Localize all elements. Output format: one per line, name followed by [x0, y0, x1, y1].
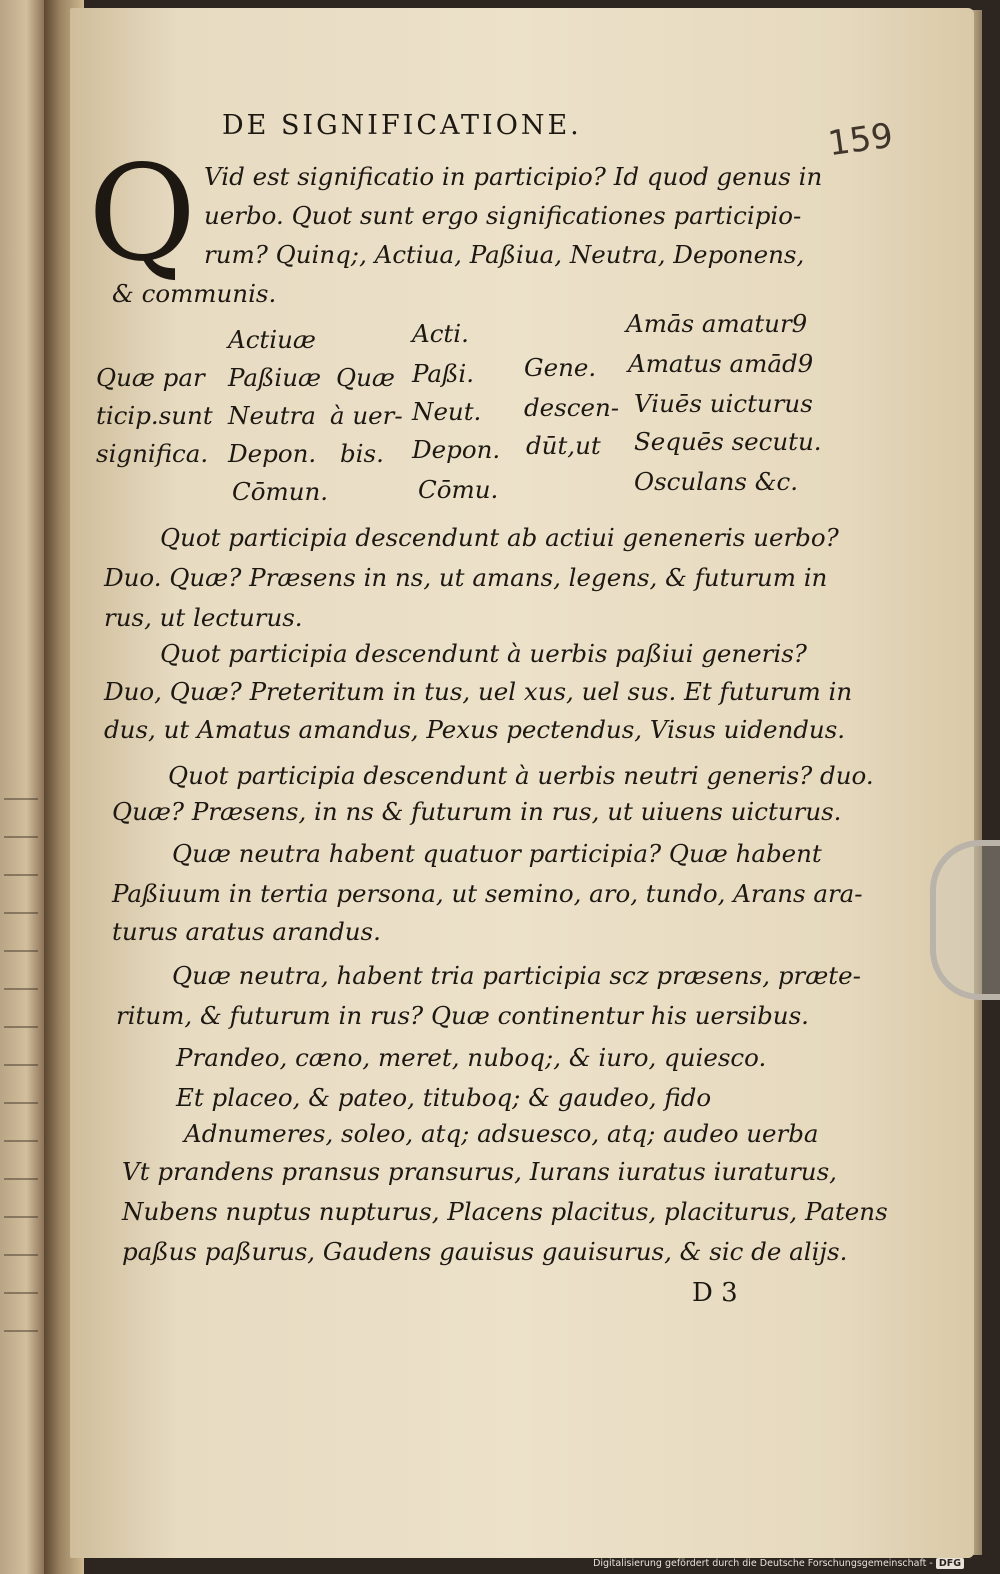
facing-page-bleed-text	[4, 780, 38, 1340]
body-line: Quot participia descendunt à uerbis paßiui generis?	[160, 639, 807, 668]
body-line: Adnumeres, soleo, atq; adsuesco, atq; audeo uerba	[184, 1119, 819, 1148]
body-line: rus, ut lecturus.	[104, 603, 303, 632]
body-line: Quæ? Præsens, in ns & futurum in rus, ut uiuens uicturus.	[112, 797, 842, 826]
table-cell: dūt,ut	[526, 431, 601, 460]
table-cell: Cōmun.	[232, 477, 329, 506]
table-cell: Quæ	[336, 363, 395, 392]
body-line: Vt prandens pransus pransurus, Iurans iuratus iuraturus,	[122, 1157, 837, 1186]
table-cell: significa.	[96, 439, 209, 468]
footer-text: Digitalisierung gefördert durch die Deutsche Forschungsgemeinschaft -	[593, 1558, 933, 1569]
table-cell: Paßi.	[412, 359, 474, 388]
table-cell: Amatus amād9	[628, 349, 814, 378]
body-line: ritum, & futurum in rus? Quæ continentur his uersibus.	[116, 1001, 809, 1030]
table-cell: Depon.	[228, 439, 317, 468]
drop-cap: Q	[88, 137, 197, 291]
body-line: Et placeo, & pateo, tituboq; & gaudeo, fido	[176, 1083, 712, 1112]
page-clip	[930, 840, 1000, 1000]
table-cell: Osculans &c.	[634, 467, 799, 496]
intro-line: & communis.	[112, 279, 277, 308]
dfg-logo-badge: DFG	[936, 1558, 964, 1569]
intro-line: rum? Quinq;, Actiua, Paßiua, Neutra, Deponens,	[204, 240, 805, 269]
page-heading: DE SIGNIFICATIONE.	[222, 110, 582, 141]
table-cell: Actiuæ	[228, 325, 316, 354]
table-cell: Viuēs uicturus	[634, 389, 813, 418]
body-line: Quæ neutra, habent tria participia scz præsens, præte-	[172, 961, 861, 990]
table-cell: Neut.	[412, 397, 482, 426]
table-cell: bis.	[340, 439, 384, 468]
table-cell: ticip.sunt	[96, 401, 213, 430]
digitization-credit	[593, 1558, 964, 1569]
table-cell: Sequēs secutu.	[634, 427, 822, 456]
table-cell: Acti.	[412, 319, 469, 348]
table-cell: à uer-	[330, 401, 403, 430]
table-cell: Quæ par	[96, 363, 205, 392]
intro-line: uerbo. Quot sunt ergo significationes participio-	[204, 201, 802, 230]
body-line: Quot participia descendunt à uerbis neutri generis? duo.	[168, 761, 874, 790]
facing-page-edge	[0, 0, 44, 1574]
body-line: paßus paßurus, Gaudens gauisus gauisurus, & sic de alijs.	[122, 1237, 848, 1266]
body-line: Prandeo, cæno, meret, nuboq;, & iuro, quiesco.	[176, 1043, 767, 1072]
table-cell: Paßiuæ	[228, 363, 321, 392]
body-line: Nubens nuptus nupturus, Placens placitus, placiturus, Patens	[122, 1197, 888, 1226]
table-cell: Cōmu.	[418, 475, 499, 504]
table-cell: Neutra	[228, 401, 316, 430]
intro-line: Vid est significatio in participio? Id quod genus in	[204, 162, 823, 191]
body-line: Duo. Quæ? Præsens in ns, ut amans, legens, & futurum in	[104, 563, 828, 592]
handwritten-folio-number: 159	[825, 115, 896, 165]
body-line: turus aratus arandus.	[112, 917, 381, 946]
signature-mark: D 3	[692, 1278, 738, 1308]
table-cell: Depon.	[412, 435, 501, 464]
table-cell: Gene.	[524, 353, 597, 382]
body-line: Quot participia descendunt ab actiui geneneris uerbo?	[160, 523, 839, 552]
table-cell: Amās amatur9	[626, 309, 808, 338]
body-line: Duo, Quæ? Preteritum in tus, uel xus, uel sus. Et futurum in	[104, 677, 853, 706]
body-line: Quæ neutra habent quatuor participia? Quæ habent	[172, 839, 822, 868]
body-line: Paßiuum in tertia persona, ut semino, aro, tundo, Arans ara-	[112, 879, 863, 908]
table-cell: descen-	[524, 393, 620, 422]
body-line: dus, ut Amatus amandus, Pexus pectendus, Visus uidendus.	[104, 715, 846, 744]
